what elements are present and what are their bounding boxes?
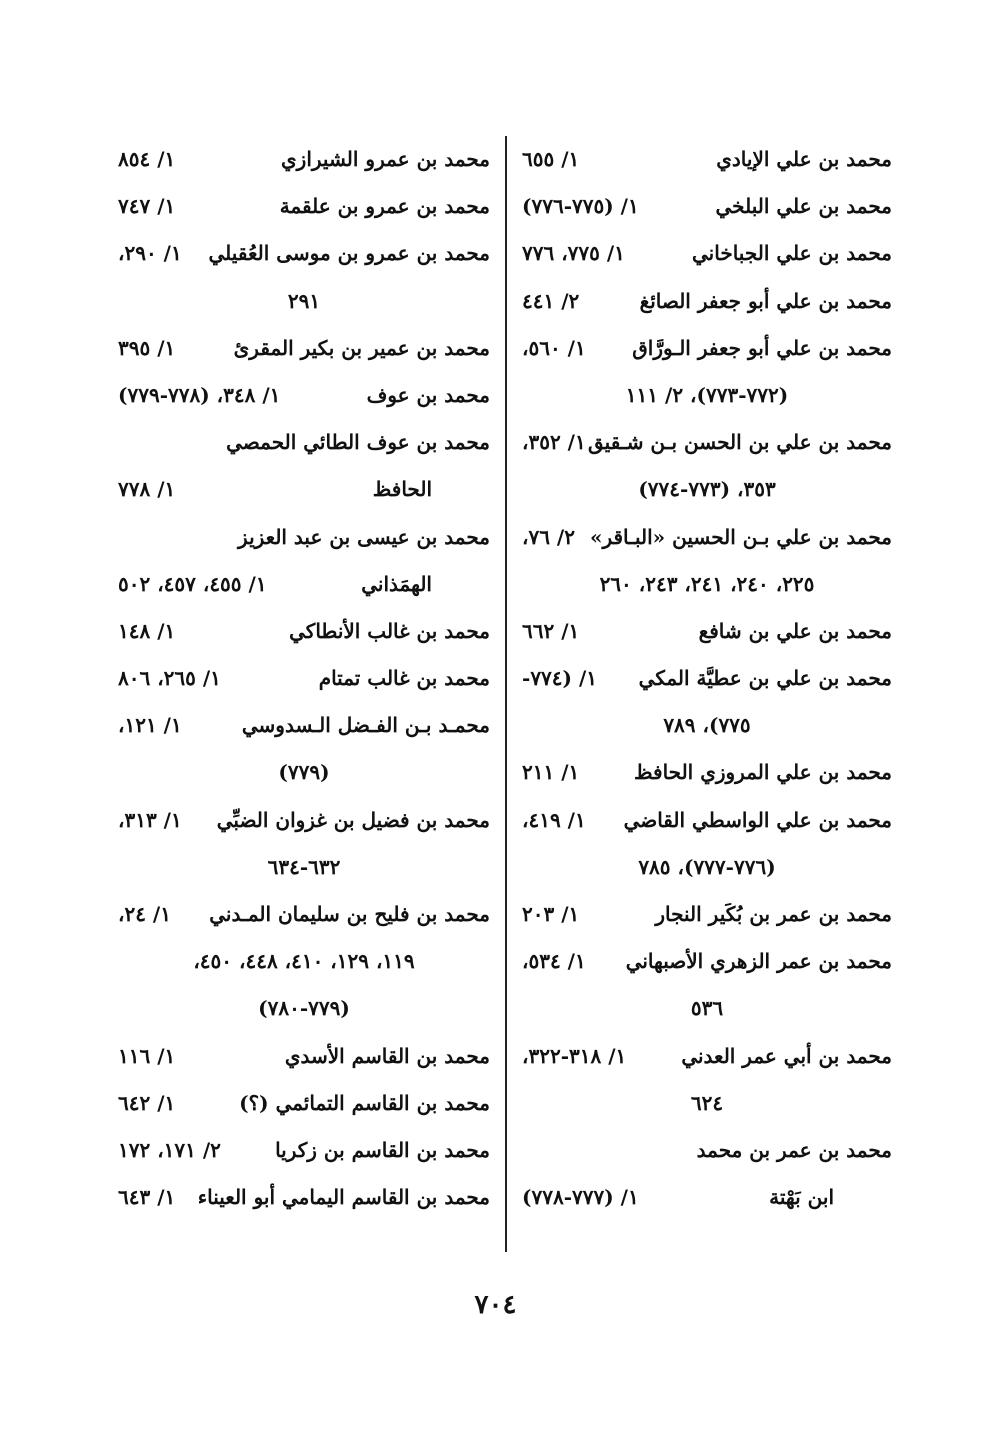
entry-name: محمد بن عوف bbox=[366, 382, 490, 407]
entry-reference: ١/ ٤١٩، bbox=[522, 807, 586, 832]
index-entry bbox=[118, 797, 490, 844]
entry-reference: ١/ (٧٧٤- bbox=[522, 666, 598, 691]
entry-continuation: (٧٧٩) bbox=[278, 760, 330, 785]
index-entry bbox=[522, 278, 892, 325]
entry-reference: ١/ ٥٣٤، bbox=[522, 949, 586, 974]
entry-reference: ١/ (٧٧٥-٧٧٦) bbox=[522, 194, 639, 219]
entry-reference: ١/ ٥٦٠، bbox=[522, 335, 586, 360]
page-number: ٧٠٤ bbox=[474, 1290, 517, 1320]
index-entry bbox=[522, 183, 892, 230]
index-entry bbox=[522, 1033, 892, 1080]
index-entry bbox=[522, 749, 892, 796]
index-entry bbox=[118, 325, 490, 372]
entry-name: محمد بن عمر الزهري الأصبهاني bbox=[625, 949, 892, 974]
entry-reference: ١/ ٧٤٧ bbox=[118, 194, 176, 219]
index-entry bbox=[522, 891, 892, 938]
entry-name: محمد بن عمير بن بكير المقرئ bbox=[233, 335, 490, 360]
entry-continuation: ٦٣٢-٦٣٤ bbox=[267, 854, 341, 879]
index-entry bbox=[118, 1174, 490, 1221]
entry-continuation: ٥٣٦ bbox=[690, 996, 724, 1021]
entry-reference: ١/ ٣١٨-٣٢٢، bbox=[522, 1043, 627, 1068]
entry-name: محمد بن علي الجباخاني bbox=[692, 241, 892, 266]
entry-reference: ١/ (٧٧٧-٧٧٨) bbox=[522, 1185, 639, 1210]
index-entry bbox=[118, 1033, 490, 1080]
entry-name: محمد بن علي الإيادي bbox=[716, 147, 892, 171]
entry-reference: ٢/ ١٧١، ١٧٢ bbox=[118, 1137, 221, 1162]
entry-name: محمد بن عمرو بن علقمة bbox=[279, 194, 490, 219]
entry-continuation: ٣٥٣، (٧٧٣-٧٧٤) bbox=[638, 477, 776, 502]
entry-continuation: (٧٧٩-٧٨٠) bbox=[258, 996, 350, 1021]
entry-continuation: ٧٧٥)، ٧٨٩ bbox=[663, 713, 751, 738]
entry-name: محمد بن غالب تمتام bbox=[318, 666, 490, 691]
index-entry bbox=[118, 1127, 490, 1174]
index-entry bbox=[118, 655, 490, 702]
entry-name: الحافظ bbox=[372, 477, 432, 502]
entry-reference: ١/ ٢٤، bbox=[118, 902, 171, 926]
entry-reference: ١/ ٣٥٢، bbox=[522, 430, 586, 455]
entry-name: محمد بن علي المروزي الحافظ bbox=[634, 760, 892, 785]
index-entry bbox=[118, 891, 490, 938]
index-entry bbox=[522, 608, 892, 655]
right-column bbox=[522, 136, 892, 1221]
entry-reference: ١/ ٣٩٥ bbox=[118, 335, 176, 360]
index-entry bbox=[118, 372, 490, 419]
entry-name: محمد بن عمرو بن موسى العُقيلي bbox=[208, 241, 490, 266]
index-entry bbox=[522, 325, 892, 372]
entry-name: محمد بن علي الواسطي القاضي bbox=[623, 807, 892, 832]
entry-name: محمد بن القاسم اليمامي أبو العيناء bbox=[197, 1185, 490, 1210]
entry-reference: ٢/ ٧٦، bbox=[522, 524, 575, 549]
index-entry bbox=[522, 136, 892, 183]
entry-name: محمد بن أبي عمر العدني bbox=[681, 1043, 892, 1068]
entry-reference: ١/ ٦٥٥ bbox=[522, 147, 580, 171]
entry-reference: ١/ ٨٥٤ bbox=[118, 147, 176, 171]
index-entry bbox=[118, 466, 490, 513]
entry-name: محمد بن علي البلخي bbox=[715, 194, 892, 219]
index-entry bbox=[522, 419, 892, 466]
entry-name: ابن بَهْتة bbox=[769, 1185, 834, 1210]
entry-reference: ٢/ ٤٤١ bbox=[522, 288, 580, 313]
index-entry bbox=[118, 608, 490, 655]
entry-continuation: ٢٩١ bbox=[287, 288, 321, 313]
entry-name: محمد بن علي بن الحسن بـن شـقيق bbox=[588, 430, 892, 455]
entry-name: محمد بن عمرو الشيرازي bbox=[281, 147, 490, 171]
entry-reference: ١/ ١١٦ bbox=[118, 1043, 176, 1068]
entry-name: محمد بن علي بن عطيَّة المكي bbox=[638, 666, 892, 691]
entry-name: محمد بن عمر بن بُكَير النجار bbox=[655, 902, 892, 926]
index-entry bbox=[522, 230, 892, 277]
entry-name: محمد بن غالب الأنطاكي bbox=[289, 618, 490, 643]
entry-reference: ١/ ٢١١ bbox=[522, 760, 580, 785]
entry-continuation: (٧٧٦-٧٧٧)، ٧٨٥ bbox=[638, 854, 776, 879]
left-column bbox=[118, 136, 490, 1221]
entry-name: محمد بن فضيل بن غزوان الضبِّي bbox=[216, 807, 490, 832]
index-entry bbox=[118, 1080, 490, 1127]
index-entry bbox=[522, 1174, 892, 1221]
column-divider bbox=[505, 136, 507, 1252]
entry-reference: ١/ ٧٧٨ bbox=[118, 477, 176, 502]
index-entry bbox=[118, 702, 490, 749]
entry-name-line: محمد بن عوف الطائي الحمصي bbox=[226, 430, 490, 455]
index-entry bbox=[118, 136, 490, 183]
entry-continuation: (٧٧٢-٧٧٣)، ٢/ ١١١ bbox=[625, 382, 789, 407]
entry-reference: ١/ ١٤٨ bbox=[118, 618, 176, 643]
index-entry bbox=[118, 561, 490, 608]
entry-name-line: محمد بن عمر بن محمد bbox=[696, 1137, 892, 1162]
entry-name: الهمَذاني bbox=[361, 571, 432, 596]
entry-reference: ١/ ٧٧٥، ٧٧٦ bbox=[522, 241, 625, 266]
entry-name: محمد بن علي أبو جعفر الصائغ bbox=[639, 288, 892, 313]
index-entry bbox=[522, 938, 892, 985]
entry-name: محمد بن القاسم بن زكريا bbox=[275, 1137, 490, 1162]
entry-continuation: ٦٢٤ bbox=[690, 1090, 724, 1115]
index-entry bbox=[118, 183, 490, 230]
entry-reference: ١/ ٦٦٢ bbox=[522, 618, 580, 643]
entry-name: محمد بن القاسم التمائمي (؟) bbox=[239, 1090, 490, 1115]
index-entry bbox=[522, 655, 892, 702]
entry-reference: ١/ ٦٤٢ bbox=[118, 1090, 176, 1115]
entry-name: محمـد بـن الفـضل الـسدوسي bbox=[241, 713, 490, 738]
entry-name: محمد بن علي بـن الحسين «البـاقر» bbox=[589, 524, 892, 549]
entry-reference: ١/ ٣٤٨، (٧٧٨-٧٧٩) bbox=[118, 382, 281, 407]
entry-reference: ١/ ٣١٣، bbox=[118, 807, 182, 832]
index-entry bbox=[522, 797, 892, 844]
index-entry bbox=[118, 230, 490, 277]
entry-reference: ١/ ٢٩٠، bbox=[118, 241, 182, 266]
entry-continuation: ١١٩، ١٢٩، ٤١٠، ٤٤٨، ٤٥٠، bbox=[193, 949, 415, 974]
entry-name: محمد بن علي أبو جعفر الـورَّاق bbox=[632, 335, 892, 360]
entry-continuation: ٢٢٥، ٢٤٠، ٢٤١، ٢٤٣، ٢٦٠ bbox=[599, 571, 815, 596]
entry-reference: ١/ ٢٠٣ bbox=[522, 902, 580, 926]
entry-reference: ١/ ١٢١، bbox=[118, 713, 182, 738]
entry-reference: ١/ ٦٤٣ bbox=[118, 1185, 176, 1210]
entry-name: محمد بن القاسم الأسدي bbox=[284, 1043, 490, 1068]
entry-name: محمد بن علي بن شافع bbox=[698, 618, 892, 643]
entry-reference: ١/ ٤٥٥، ٤٥٧، ٥٠٢ bbox=[118, 571, 267, 596]
entry-name-line: محمد بن عيسى بن عبد العزيز bbox=[238, 524, 490, 549]
index-entry bbox=[522, 514, 892, 561]
entry-name: محمد بن فليح بن سليمان المـدني bbox=[209, 902, 490, 926]
entry-reference: ١/ ٢٦٥، ٨٠٦ bbox=[118, 666, 221, 691]
